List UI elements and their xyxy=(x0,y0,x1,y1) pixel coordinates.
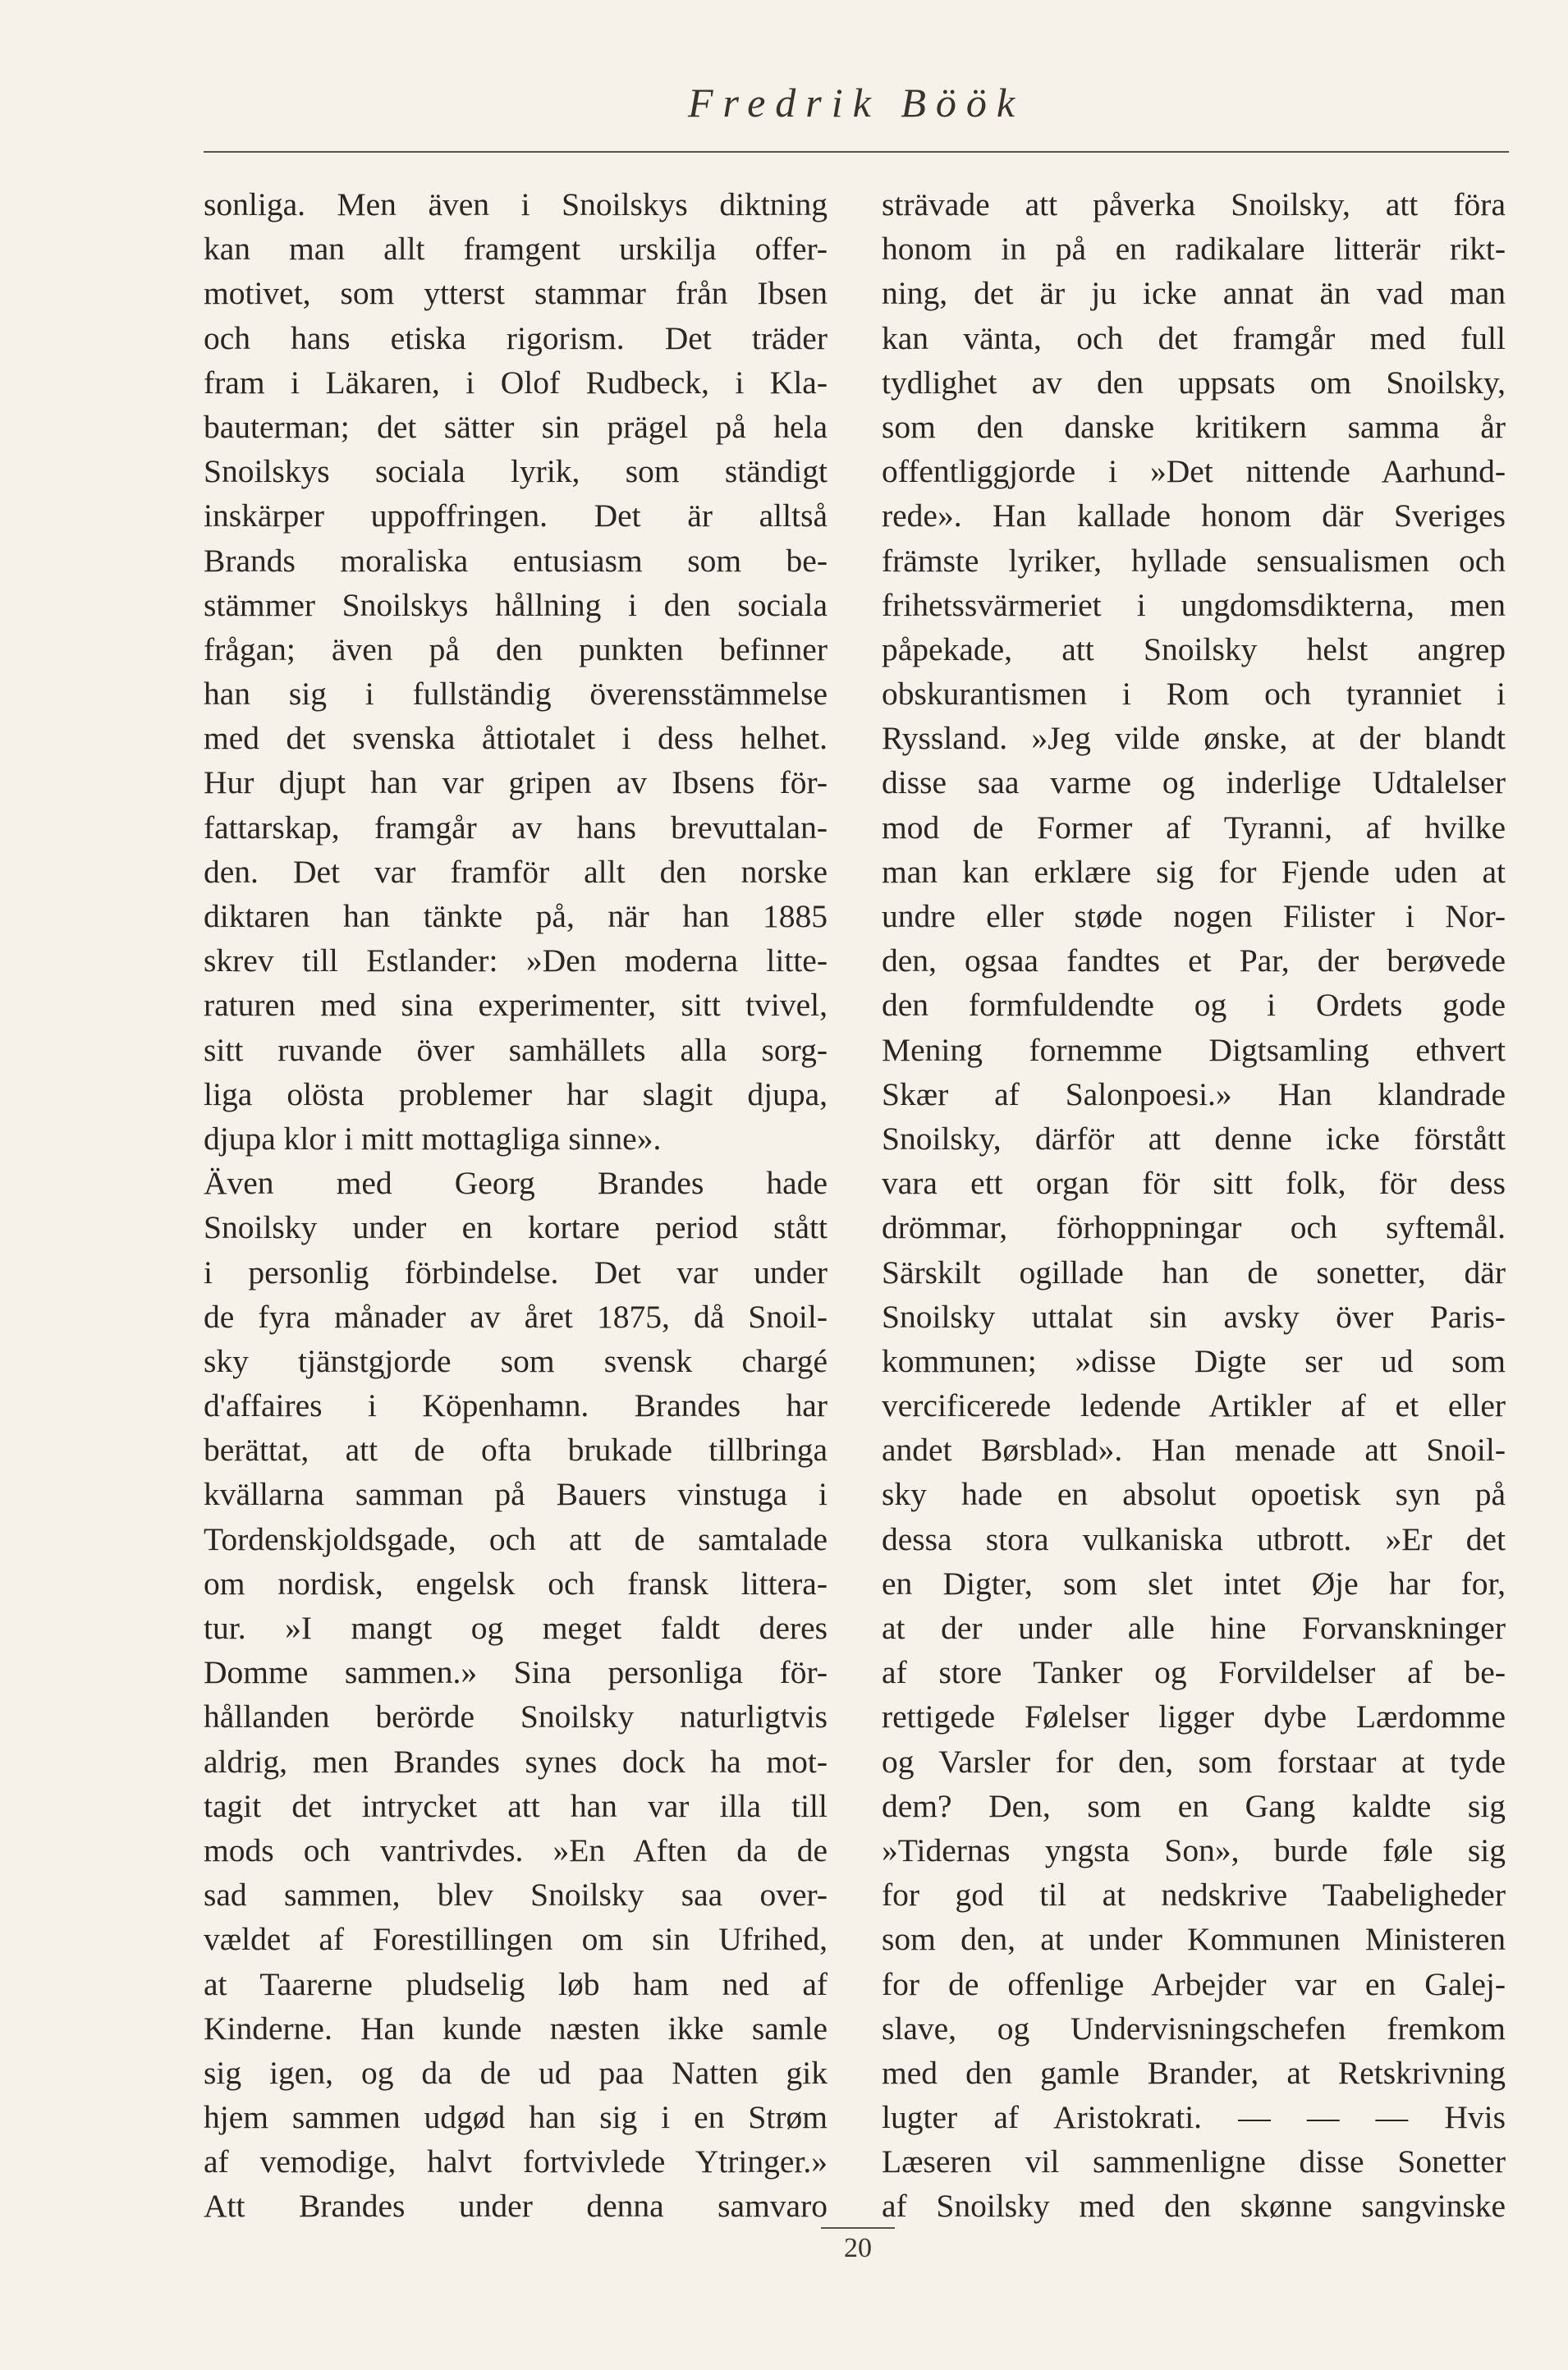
text-line: den formfuldendte og i Ordets gode xyxy=(882,987,1506,1024)
text-line: af Snoilsky med den skønne sangvinske xyxy=(882,2188,1506,2225)
text-line: »Tidernas yngsta Son», burde føle sig xyxy=(882,1831,1506,1868)
text-line: Brands moraliska entusiasm som be- xyxy=(204,542,828,579)
text-line: rede». Han kallade honom där Sveriges xyxy=(882,497,1506,534)
text-line: kan vänta, och det framgår med full xyxy=(882,319,1506,356)
text-line: dessa stora vulkaniska utbrott. »Er det xyxy=(882,1520,1506,1557)
text-line: Särskilt ogillade han de sonetter, där xyxy=(882,1254,1506,1290)
left-text-column xyxy=(204,182,828,2229)
text-line: for de offenlige Arbejder var en Galej- xyxy=(882,1965,1506,2002)
text-line: hållanden berörde Snoilsky naturligtvis xyxy=(204,1698,828,1735)
text-line: berättat, att de ofta brukade tillbringa xyxy=(204,1432,828,1469)
text-line: lugter af Aristokrati. — — — Hvis xyxy=(882,2099,1506,2136)
running-head: Fredrik Böök xyxy=(687,80,1025,126)
text-line: hjem sammen udgød han sig i en Strøm xyxy=(204,2099,828,2136)
text-line: andet Børsblad». Han menade att Snoil- xyxy=(882,1432,1506,1469)
text-line: Snoilsky, därför att denne icke förstått xyxy=(882,1120,1506,1157)
text-line: Snoilskys sociala lyrik, som ständigt xyxy=(204,453,828,490)
text-line: Hur djupt han var gripen av Ibsens för- xyxy=(204,764,828,801)
text-line: man kan erklære sig for Fjende uden at xyxy=(882,853,1506,890)
text-line: Læseren vil sammenligne disse Sonetter xyxy=(882,2143,1506,2180)
page-number: 20 xyxy=(844,2233,872,2263)
text-line: motivet, som ytterst stammar från Ibsen xyxy=(204,275,828,312)
text-line: fattarskap, framgår av hans brevuttalan- xyxy=(204,809,828,846)
text-line: främste lyriker, hyllade sensualismen och xyxy=(882,542,1506,579)
text-line: ning, det är ju icke annat än vad man xyxy=(882,275,1506,312)
text-line: som den danske kritikern samma år xyxy=(882,408,1506,445)
text-line: vældet af Forestillingen om sin Ufrihed, xyxy=(204,1921,828,1958)
text-line: frågan; även på den punkten befinner xyxy=(204,630,828,667)
text-line: de fyra månader av året 1875, då Snoil- xyxy=(204,1298,828,1335)
text-line: bauterman; det sätter sin prägel på hela xyxy=(204,408,828,445)
right-text-column xyxy=(882,182,1506,2229)
text-line: inskärper uppoffringen. Det är alltså xyxy=(204,497,828,534)
text-line: sky tjänstgjorde som svensk chargé xyxy=(204,1342,828,1379)
text-line: sonliga. Men även i Snoilskys diktning xyxy=(204,186,828,222)
text-line: disse saa varme og inderlige Udtalelser xyxy=(882,764,1506,801)
header-rule xyxy=(204,151,1509,153)
text-line: Även med Georg Brandes hade xyxy=(204,1165,828,1202)
text-line: raturen med sina experimenter, sitt tvivel, xyxy=(204,987,828,1024)
text-line: tagit det intrycket att han var illa till xyxy=(204,1787,828,1824)
text-line: strävade att påverka Snoilsky, att föra xyxy=(882,186,1506,222)
text-line: påpekade, att Snoilsky helst angrep xyxy=(882,630,1506,667)
text-line: undre eller støde nogen Filister i Nor- xyxy=(882,898,1506,934)
text-line: som den, at under Kommunen Ministeren xyxy=(882,1921,1506,1958)
text-line: sad sammen, blev Snoilsky saa over- xyxy=(204,1877,828,1914)
text-line: skrev till Estlander: »Den moderna litte- xyxy=(204,942,828,979)
text-line: och hans etiska rigorism. Det träder xyxy=(204,319,828,356)
text-line: af store Tanker og Forvildelser af be- xyxy=(882,1654,1506,1691)
text-line: aldrig, men Brandes synes dock ha mot- xyxy=(204,1743,828,1780)
text-line: den. Det var framför allt den norske xyxy=(204,853,828,890)
text-line: at der under alle hine Forvanskninger xyxy=(882,1610,1506,1646)
text-line: med det svenska åttiotalet i dess helhet. xyxy=(204,720,828,757)
text-line: stämmer Snoilskys hållning i den sociala xyxy=(204,586,828,623)
text-line: vercificerede ledende Artikler af et eller xyxy=(882,1387,1506,1424)
text-line: tur. »I mangt og meget faldt deres xyxy=(204,1610,828,1646)
text-line: frihetssvärmeriet i ungdomsdikterna, men xyxy=(882,586,1506,623)
text-line: sitt ruvande över samhällets alla sorg- xyxy=(204,1031,828,1068)
text-line: han sig i fullständig överensstämmelse xyxy=(204,676,828,713)
text-line: Mening fornemme Digtsamling ethvert xyxy=(882,1031,1506,1068)
page-number-rule xyxy=(821,2227,895,2229)
text-line: Ryssland. »Jeg vilde ønske, at der blandt xyxy=(882,720,1506,757)
text-line: om nordisk, engelsk och fransk littera- xyxy=(204,1565,828,1602)
text-line: mod de Former af Tyranni, af hvilke xyxy=(882,809,1506,846)
text-line: offentliggjorde i »Det nittende Aarhund- xyxy=(882,453,1506,490)
text-line: den, ogsaa fandtes et Par, der berøvede xyxy=(882,942,1506,979)
text-line: kommunen; »disse Digte ser ud som xyxy=(882,1342,1506,1379)
text-line: honom in på en radikalare litterär rikt- xyxy=(882,231,1506,268)
text-line: rettigede Følelser ligger dybe Lærdomme xyxy=(882,1698,1506,1735)
text-line: i personlig förbindelse. Det var under xyxy=(204,1254,828,1290)
text-line: d'affaires i Köpenhamn. Brandes har xyxy=(204,1387,828,1424)
text-line: mods och vantrivdes. »En Aften da de xyxy=(204,1831,828,1868)
text-line: slave, og Undervisningschefen fremkom xyxy=(882,2010,1506,2047)
text-line: diktaren han tänkte på, när han 1885 xyxy=(204,898,828,934)
text-line: kvällarna samman på Bauers vinstuga i xyxy=(204,1476,828,1513)
text-line: og Varsler for den, som forstaar at tyde xyxy=(882,1743,1506,1780)
text-line: Skær af Salonpoesi.» Han klandrade xyxy=(882,1075,1506,1112)
text-line: tydlighet av den uppsats om Snoilsky, xyxy=(882,364,1506,401)
text-line: sig igen, og da de ud paa Natten gik xyxy=(204,2054,828,2091)
text-line: fram i Läkaren, i Olof Rudbeck, i Kla- xyxy=(204,364,828,401)
text-line: djupa klor i mitt mottagliga sinne». xyxy=(204,1120,662,1157)
text-line: sky hade en absolut opoetisk syn på xyxy=(882,1476,1506,1513)
text-line: Kinderne. Han kunde næsten ikke samle xyxy=(204,2010,828,2047)
text-line: Snoilsky under en kortare period stått xyxy=(204,1209,828,1246)
text-line: Tordenskjoldsgade, och att de samtalade xyxy=(204,1520,828,1557)
text-line: af vemodige, halvt fortvivlede Ytringer.» xyxy=(204,2143,828,2180)
text-line: for god til at nedskrive Taabeligheder xyxy=(882,1877,1506,1914)
text-line: liga olösta problemer har slagit djupa, xyxy=(204,1075,828,1112)
text-line: med den gamle Brander, at Retskrivning xyxy=(882,2054,1506,2091)
text-line: drömmar, förhoppningar och syftemål. xyxy=(882,1209,1506,1246)
text-line: Att Brandes under denna samvaro xyxy=(204,2188,828,2225)
text-line: vara ett organ för sitt folk, för dess xyxy=(882,1165,1506,1202)
text-line: Domme sammen.» Sina personliga för- xyxy=(204,1654,828,1691)
text-line: obskurantismen i Rom och tyranniet i xyxy=(882,676,1506,713)
text-line: at Taarerne pludselig løb ham ned af xyxy=(204,1965,828,2002)
text-line: Snoilsky uttalat sin avsky över Paris- xyxy=(882,1298,1506,1335)
text-line: kan man allt framgent urskilja offer- xyxy=(204,231,828,268)
text-line: en Digter, som slet intet Øje har for, xyxy=(882,1565,1506,1602)
text-line: dem? Den, som en Gang kaldte sig xyxy=(882,1787,1506,1824)
